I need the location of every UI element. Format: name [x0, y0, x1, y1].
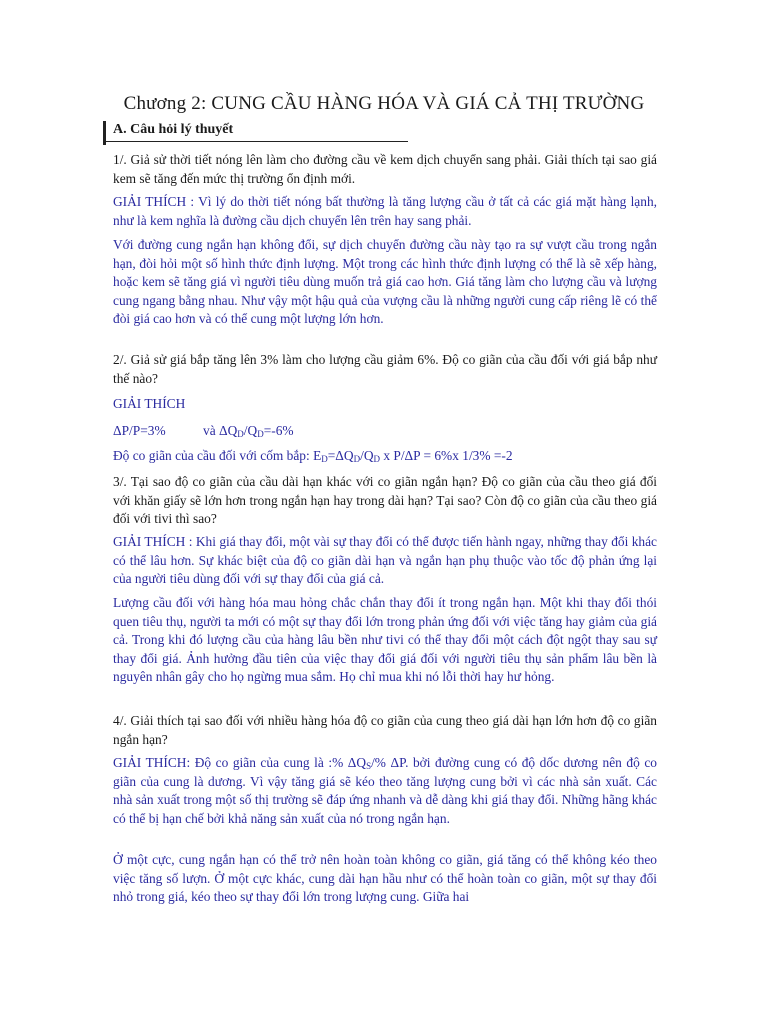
answer-2-formula-1: [113, 422, 657, 441]
question-4: 4/. Giải thích tại sao đối với nhiều hàng hóa độ co giãn của cung theo giá dài hạn lớn hơn độ co giãn ngắn hạn?: [113, 713, 657, 747]
chapter-title: Chương 2: CUNG CẦU HÀNG HÓA VÀ GIÁ CẢ THỊ TRƯỜNG: [123, 93, 645, 114]
formula-quantity-change: và $\Delta Q_D/Q_D=-6\%$: [203, 423, 294, 439]
section-title: A. Câu hỏi lý thuyết: [113, 122, 234, 137]
answer-3-paragraph-2: Lượng cầu đối với hàng hóa mau hỏng chắc chắn thay đổi ít trong ngắn hạn. Một khi thay đổi thói quen tiêu thụ, người ta mới có một sự thay đổi lớn trong phản ứng đối với việc tăng hay giảm của giá cả. Trong khi đó lượng cầu của hàng lâu bền như tivi có thể thay đổi một cách đột ngột thay sau sự thay đổi giá. Ảnh hưởng đầu tiên của việc thay đổi giá đối với người tiêu thụ sản phẩm lâu bền là nguyên nhân gây cho họ ngừng mua sắm. Họ chỉ mua khi nó lỗi thời hay hư hỏng.: [113, 595, 657, 685]
answer-1-paragraph-2: Với đường cung ngắn hạn không đổi, sự dịch chuyển đường cầu này tạo ra sự vượt cầu trong ngắn hạn, đòi hỏi một số hình thức định lượng. Một trong các hình thức định lượng có thể là sẽ xếp hàng, hoặc kem sẽ tăng giá vì người tiêu dùng muốn trả giá cao hơn. Giá tăng làm cho lượng cầu và lượng cung ngang bằng nhau. Như vậy một hậu quả của vượng cầu là những người cung cấp riêng lẽ có thể đòi giá cao hơn và có thể cung một lượng lớn hơn.: [113, 237, 657, 327]
formula-price-change: ΔP/P=3%: [113, 423, 166, 438]
question-1: 1/. Giả sử thời tiết nóng lên làm cho đường cầu về kem dịch chuyển sang phải. Giải thích tại sao giá kem sẽ tăng đến mức thị trường ổn định mới.: [113, 152, 657, 186]
answer-2-label: GIẢI THÍCH: [113, 396, 186, 411]
answer-4-paragraph-1: GIẢI THÍCH: Độ co giãn của cung là :% $\Delta Q_S/\%$ ΔP. bởi đường cung có độ dốc dương nên độ co giãn của cung là dương. Vì vậy tăng giá sẽ kéo theo tăng lượng cung bởi vì các nhà sản xuất. Các nhà sản xuất trong một số thị trường sẽ đáp ứng nhanh và dễ dàng khi giá thay đổi. Những hãng khác có thể bị hạn chế bởi khả năng sản xuất của nó trong ngắn hạn.: [113, 755, 657, 826]
answer-1-paragraph-1: GIẢI THÍCH : Vì lý do thời tiết nóng bất thường là tăng lượng cầu ở tất cả các giá mặt hàng lạnh, như là kem nghĩa là đường cầu dịch chuyển lên trên hay sang phải.: [113, 194, 657, 228]
answer-3-paragraph-1: GIẢI THÍCH : Khi giá thay đổi, một vài sự thay đổi có thể được tiến hành ngay, những thay đổi khác có thể lâu hơn. Sự khác biệt của độ co giãn dài hạn và ngắn hạn phụ thuộc vào tốc độ phản ứng lại của người tiêu dùng đối với sự thay đổi của giá cả.: [113, 534, 657, 587]
question-3: 3/. Tại sao độ co giãn của cầu dài hạn khác với co giãn ngắn hạn? Độ co giãn của cầu theo giá đối với khăn giấy sẽ lớn hơn trong ngắn hạn hay trong dài hạn? Tại sao? Còn độ co giãn của cầu theo giá đối với tivi thì sao?: [113, 474, 657, 527]
answer-4-paragraph-2: Ở một cực, cung ngắn hạn có thể trở nên hoàn toàn không co giãn, giá tăng có thể không kéo theo việc tăng số lượn. Ở một cực khác, cung dài hạn hầu như có thể hoàn toàn co giãn, một sự thay đổi nhỏ trong giá, kéo theo sự thay đổi lớn trong lượng cung. Giữa hai: [113, 852, 657, 905]
section-heading: [103, 119, 408, 142]
section-bar: [103, 121, 106, 145]
question-2: 2/. Giả sử giá bắp tăng lên 3% làm cho lượng cầu giảm 6%. Độ co giãn của cầu đối với giá bắp như thế nào?: [113, 352, 657, 386]
answer-2-formula-2: Độ co giãn của cầu đối với cốm bắp: $E_D=\Delta Q_D/Q_D$ x P/ΔP = 6%x 1/3% =-2: [113, 448, 513, 464]
